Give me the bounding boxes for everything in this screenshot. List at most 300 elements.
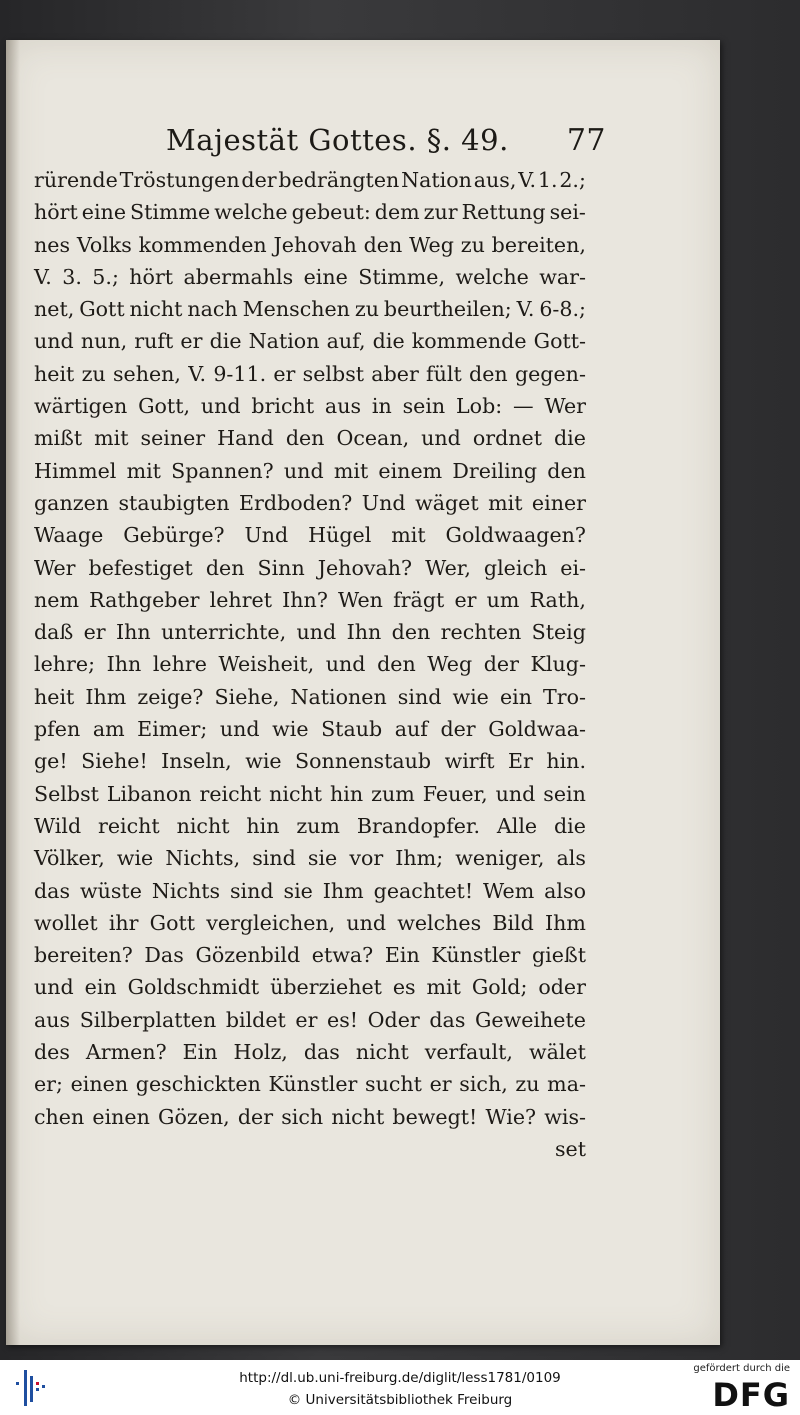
word: mit xyxy=(333,458,369,483)
word: Armen? xyxy=(85,1040,167,1065)
word: Sinn xyxy=(257,555,305,580)
word: gebeut: xyxy=(291,200,371,225)
word: Gözen, xyxy=(158,1104,230,1129)
word: Geweihete xyxy=(474,1007,586,1032)
word: Stimme, xyxy=(358,264,446,289)
word: Lob: xyxy=(456,394,503,419)
text-line xyxy=(34,422,586,454)
text-line xyxy=(34,358,586,390)
word: in xyxy=(371,394,392,419)
word: Steig xyxy=(531,620,586,645)
word: er xyxy=(295,1007,318,1032)
word: den xyxy=(547,458,586,483)
word: der xyxy=(483,652,519,677)
word: V. xyxy=(518,168,537,192)
word: einem xyxy=(378,458,443,483)
word: Rathgeber xyxy=(89,587,200,612)
word: mißt xyxy=(34,426,83,451)
word: bewegt! xyxy=(392,1104,478,1129)
word: sich xyxy=(281,1104,324,1129)
word: mit xyxy=(126,458,161,483)
word: Und xyxy=(244,523,289,548)
word: Gebürge? xyxy=(123,523,225,548)
text-line xyxy=(34,1068,586,1100)
word: pfen xyxy=(34,717,81,742)
word: Jehovah? xyxy=(317,555,413,580)
word: staubigten xyxy=(118,490,230,515)
word: 1. xyxy=(537,168,558,192)
word: rürende xyxy=(34,168,118,192)
word: sucht xyxy=(365,1072,422,1097)
word: er xyxy=(429,1072,452,1097)
text-line xyxy=(34,745,586,777)
word: Hand xyxy=(217,426,274,451)
word: und xyxy=(346,910,387,935)
word: Siehe! xyxy=(81,749,148,774)
word: verfault, xyxy=(424,1040,513,1065)
word: ruft xyxy=(134,329,174,354)
word: wirft xyxy=(444,749,495,774)
word: Gott xyxy=(79,297,125,322)
word: Nichts, xyxy=(165,846,241,871)
word: die xyxy=(553,813,586,838)
text-line xyxy=(34,519,586,551)
text-line xyxy=(34,196,586,228)
word: lehre xyxy=(152,652,207,677)
word: sie xyxy=(283,878,313,903)
word: ma- xyxy=(547,1072,586,1097)
word: wollet xyxy=(34,910,98,935)
word: der xyxy=(241,168,277,192)
word: Silberplatten xyxy=(79,1007,217,1032)
word: daß xyxy=(34,620,74,645)
word: nicht xyxy=(269,781,323,806)
word: Gott- xyxy=(533,329,586,354)
word: bildet xyxy=(225,1007,286,1032)
word: den xyxy=(377,652,416,677)
word: 9-11. xyxy=(213,361,267,386)
word: Völker, xyxy=(34,846,105,871)
word: Staub xyxy=(321,717,383,742)
word: Gott xyxy=(149,910,196,935)
word: welches xyxy=(397,910,482,935)
word: 3. xyxy=(62,264,82,289)
text-line xyxy=(34,907,586,939)
word: beurtheilen; xyxy=(383,297,512,322)
word: Klug- xyxy=(530,652,586,677)
word: Gold; xyxy=(471,975,528,1000)
word: nun, xyxy=(80,329,128,354)
text-line xyxy=(34,1036,586,1068)
word: sein xyxy=(402,394,446,419)
word: um xyxy=(486,587,520,612)
word: geachtet! xyxy=(373,878,474,903)
word: Rettung xyxy=(461,200,546,225)
word: V. xyxy=(34,264,52,289)
word: zu xyxy=(515,1072,540,1097)
word: er xyxy=(273,361,296,386)
word: ihr xyxy=(108,910,139,935)
source-url[interactable]: http://dl.ub.uni-freiburg.de/diglit/less1781/0109 xyxy=(239,1370,561,1386)
word: unterrichte, xyxy=(161,620,287,645)
word: wärtigen xyxy=(34,394,128,419)
text-line xyxy=(34,842,586,874)
word: und xyxy=(325,652,366,677)
catchword: set xyxy=(554,1136,586,1161)
text-line xyxy=(34,778,586,810)
word: Wie? xyxy=(485,1104,537,1129)
word: Goldschmidt xyxy=(127,975,260,1000)
word: gegen- xyxy=(514,361,586,386)
word: Weg xyxy=(409,232,454,257)
word: Sonnenstaub xyxy=(295,749,432,774)
word: vor xyxy=(349,846,384,871)
word: lehre; xyxy=(34,652,96,677)
word: Ihn xyxy=(346,620,382,645)
word: den xyxy=(391,620,431,645)
word: einer xyxy=(531,490,586,515)
word: das xyxy=(34,878,71,903)
word: Ihn xyxy=(116,620,151,645)
word: des xyxy=(34,1040,70,1065)
word: dem xyxy=(374,200,420,225)
word: weniger, xyxy=(455,846,545,871)
word: das xyxy=(303,1040,340,1065)
word: wüste xyxy=(79,878,142,903)
word: er; xyxy=(34,1072,63,1097)
word: das xyxy=(429,1007,466,1032)
word: Bild xyxy=(492,910,534,935)
word: aus xyxy=(324,394,362,419)
word: er xyxy=(180,329,203,354)
word: er xyxy=(83,620,106,645)
word: Wer, xyxy=(425,555,471,580)
word: sein xyxy=(543,781,586,806)
word: sie xyxy=(307,846,338,871)
word: Ihm xyxy=(85,684,127,709)
word: und xyxy=(421,426,461,451)
word: kommende xyxy=(411,329,527,354)
word: Inseln, xyxy=(161,749,232,774)
word: einen xyxy=(70,1072,129,1097)
word: hört xyxy=(34,200,78,225)
body-text xyxy=(34,164,586,1165)
word: Nichts xyxy=(151,878,221,903)
word: am xyxy=(92,717,125,742)
word: kommenden xyxy=(138,232,267,257)
word: welche xyxy=(214,200,288,225)
word: Ihm xyxy=(322,878,364,903)
book-page xyxy=(6,40,720,1345)
word: lehret xyxy=(209,587,273,612)
dfg-logo: DFG xyxy=(712,1376,790,1414)
text-line xyxy=(34,875,586,907)
word: Selbst xyxy=(34,781,99,806)
text-line xyxy=(34,939,586,971)
word: wie xyxy=(452,684,489,709)
word: 5.; xyxy=(92,264,119,289)
word: Volks xyxy=(76,232,132,257)
word: Ihm xyxy=(544,910,586,935)
word: ganzen xyxy=(34,490,110,515)
word: mit xyxy=(426,975,461,1000)
word: Erdboden? xyxy=(239,490,353,515)
word: einen xyxy=(92,1104,150,1129)
word: zur xyxy=(423,200,458,225)
word: Ihm; xyxy=(395,846,444,871)
word: Ein xyxy=(182,1040,218,1065)
word: Jehovah xyxy=(273,232,357,257)
word: es xyxy=(392,975,416,1000)
word: ein xyxy=(84,975,117,1000)
word: Siehe, xyxy=(214,684,280,709)
word: Künstler xyxy=(268,1072,358,1097)
word: Nationen xyxy=(290,684,387,709)
word: wie xyxy=(116,846,154,871)
word: Oder xyxy=(367,1007,420,1032)
word: Wer xyxy=(34,555,76,580)
word: eine xyxy=(81,200,127,225)
word: nicht xyxy=(176,813,230,838)
word: den xyxy=(285,426,325,451)
word: Das xyxy=(144,943,184,968)
word: Gott, xyxy=(138,394,191,419)
text-line xyxy=(34,681,586,713)
word: Alle xyxy=(496,813,538,838)
word: zeige? xyxy=(137,684,204,709)
text-line xyxy=(34,325,586,357)
word: bereiten? xyxy=(34,943,133,968)
word: den xyxy=(469,361,508,386)
word: aus, xyxy=(473,168,517,192)
word: mit xyxy=(94,426,129,451)
page-number: 77 xyxy=(566,122,606,158)
word: die xyxy=(209,329,242,354)
catchword-line xyxy=(34,1133,586,1165)
word: der xyxy=(440,717,476,742)
word: V. xyxy=(516,297,535,322)
word: wie xyxy=(272,717,309,742)
text-line xyxy=(34,390,586,422)
text-line xyxy=(34,1101,586,1133)
word: Himmel xyxy=(34,458,117,483)
word: Er xyxy=(507,749,533,774)
word: Nation xyxy=(401,168,472,192)
running-title: Majestät Gottes. §. 49. xyxy=(166,123,509,157)
word: Gözenbild xyxy=(195,943,301,968)
word: reicht xyxy=(199,781,262,806)
word: überziehet xyxy=(270,975,382,1000)
word: Hügel xyxy=(308,523,372,548)
word: eine xyxy=(303,264,348,289)
word: den xyxy=(363,232,403,257)
word: die xyxy=(372,329,405,354)
word: Wer xyxy=(544,394,586,419)
funding-note: gefördert durch die xyxy=(693,1363,790,1374)
word: Libanon xyxy=(106,781,192,806)
word: Ihn xyxy=(106,652,142,677)
word: ge! xyxy=(34,749,68,774)
word: zum xyxy=(371,781,415,806)
text-line xyxy=(34,293,586,325)
word: Weisheit, xyxy=(218,652,315,677)
text-line xyxy=(34,261,586,293)
word: auf xyxy=(394,717,428,742)
word: Dreiling xyxy=(452,458,538,483)
word: befestiget xyxy=(88,555,193,580)
word: und xyxy=(283,458,324,483)
word: selbst xyxy=(302,361,365,386)
word: — xyxy=(513,394,534,419)
word: er xyxy=(454,587,477,612)
word: Feuer, xyxy=(422,781,488,806)
word: hin. xyxy=(546,749,586,774)
text-line xyxy=(34,648,586,680)
word: fült xyxy=(426,361,462,386)
word: bedrängten xyxy=(278,168,400,192)
word: Brandopfer. xyxy=(356,813,481,838)
word: und xyxy=(34,329,74,354)
word: Nation xyxy=(248,329,320,354)
word: sind xyxy=(252,846,296,871)
word: frägt xyxy=(393,587,445,612)
word: und xyxy=(495,781,536,806)
text-line xyxy=(34,164,586,196)
word: Wen xyxy=(338,587,383,612)
word: zum xyxy=(296,813,340,838)
word: oder xyxy=(538,975,586,1000)
word: Ein xyxy=(384,943,420,968)
word: Künstler xyxy=(431,943,521,968)
word: wie xyxy=(245,749,282,774)
word: zu xyxy=(460,232,485,257)
word: Rath, xyxy=(529,587,586,612)
word: vergleichen, xyxy=(206,910,336,935)
word: war- xyxy=(539,264,586,289)
word: und xyxy=(200,394,241,419)
text-line xyxy=(34,487,586,519)
word: aus xyxy=(34,1007,71,1032)
copyright-notice: © Universitätsbibliothek Freiburg xyxy=(287,1392,513,1408)
word: 6-8.; xyxy=(539,297,586,322)
word: rechten xyxy=(440,620,522,645)
word: geschickten xyxy=(135,1072,261,1097)
word: sehen, xyxy=(112,361,181,386)
text-line xyxy=(34,616,586,648)
word: net, xyxy=(34,297,75,322)
word: Tröstungen xyxy=(119,168,240,192)
word: Holz, xyxy=(233,1040,288,1065)
word: Goldwaa- xyxy=(488,717,586,742)
word: mit xyxy=(488,490,523,515)
word: Ocean, xyxy=(336,426,410,451)
text-line xyxy=(34,971,586,1003)
word: nicht xyxy=(331,1104,385,1129)
word: Wem xyxy=(483,878,535,903)
word: Eimer; xyxy=(137,717,208,742)
word: nem xyxy=(34,587,79,612)
word: sich, xyxy=(459,1072,508,1097)
word: nicht xyxy=(355,1040,409,1065)
viewer-footer xyxy=(0,1360,800,1415)
word: Ihn? xyxy=(282,587,328,612)
word: und xyxy=(34,975,74,1000)
word: die xyxy=(553,426,586,451)
word: also xyxy=(544,878,586,903)
word: als xyxy=(556,846,586,871)
word: hört xyxy=(129,264,174,289)
text-line xyxy=(34,1004,586,1036)
word: bricht xyxy=(251,394,315,419)
word: zu xyxy=(81,361,106,386)
word: welche xyxy=(455,264,529,289)
word: auf, xyxy=(326,329,366,354)
word: ein xyxy=(499,684,532,709)
word: sind xyxy=(229,878,274,903)
word: seiner xyxy=(140,426,206,451)
word: den xyxy=(205,555,245,580)
word: reicht xyxy=(98,813,160,838)
word: aber xyxy=(371,361,419,386)
word: hin xyxy=(330,781,364,806)
text-line xyxy=(34,229,586,261)
word: Goldwaagen? xyxy=(445,523,586,548)
word: Waage xyxy=(34,523,104,548)
text-line xyxy=(34,713,586,745)
word: nicht xyxy=(129,297,183,322)
word: chen xyxy=(34,1104,85,1129)
word: wis- xyxy=(544,1104,586,1129)
word: und xyxy=(296,620,337,645)
text-line xyxy=(34,584,586,616)
word: nach xyxy=(187,297,238,322)
word: sei- xyxy=(549,200,586,225)
word: ordnet xyxy=(472,426,542,451)
word: Tro- xyxy=(543,684,586,709)
word: heit xyxy=(34,361,75,386)
word: bereiten, xyxy=(491,232,586,257)
word: wälet xyxy=(528,1040,586,1065)
word: 2.; xyxy=(559,168,586,192)
word: es! xyxy=(327,1007,359,1032)
word: sind xyxy=(397,684,442,709)
word: gießt xyxy=(532,943,586,968)
word: Stimme xyxy=(130,200,211,225)
text-line xyxy=(34,552,586,584)
text-line xyxy=(34,810,586,842)
word: abermahls xyxy=(183,264,294,289)
word: zu xyxy=(354,297,379,322)
word: hin xyxy=(246,813,280,838)
word: ei- xyxy=(560,555,586,580)
word: Und xyxy=(361,490,406,515)
text-line xyxy=(34,455,586,487)
word: nes xyxy=(34,232,71,257)
word: V. xyxy=(188,361,207,386)
word: Menschen xyxy=(242,297,350,322)
word: gleich xyxy=(483,555,548,580)
word: Weg xyxy=(427,652,473,677)
word: der xyxy=(237,1104,274,1129)
word: etwa? xyxy=(311,943,374,968)
word: wäget xyxy=(415,490,479,515)
word: mit xyxy=(391,523,426,548)
word: Spannen? xyxy=(171,458,274,483)
page-header xyxy=(166,120,606,160)
word: und xyxy=(219,717,260,742)
word: Wild xyxy=(34,813,82,838)
word: heit xyxy=(34,684,75,709)
